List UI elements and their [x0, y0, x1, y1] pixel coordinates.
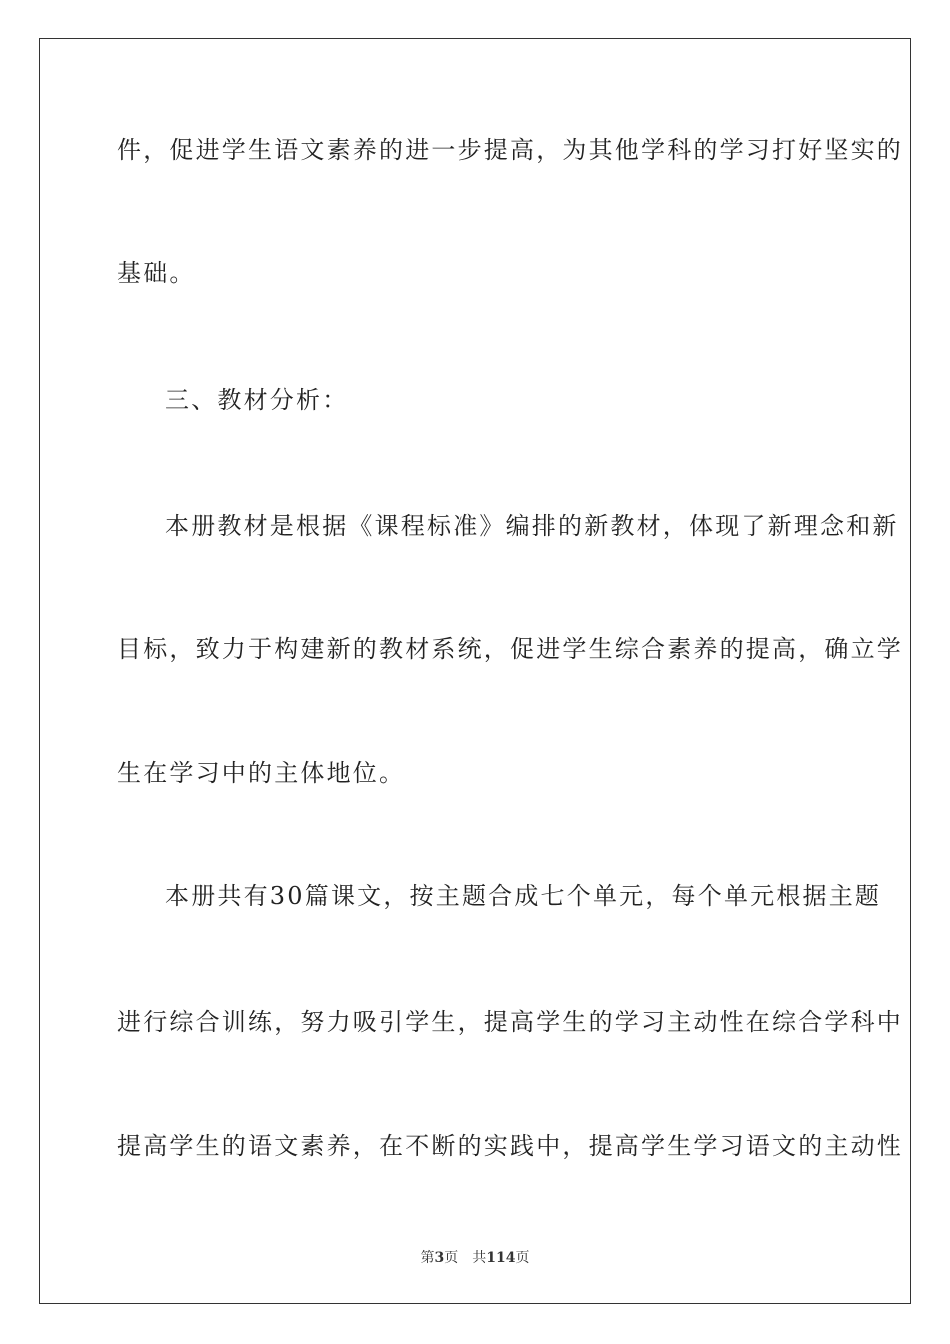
total-page-count: 114: [486, 1250, 516, 1266]
footer-prefix: 第: [420, 1250, 435, 1266]
paragraph-line-5: 生在学习中的主体地位。: [117, 759, 406, 787]
section-heading: 三、教材分析：: [165, 386, 349, 414]
current-page-number: 3: [434, 1250, 445, 1266]
paragraph-line-8: 提高学生的语文素养，在不断的实践中，提高学生学习语文的主动性: [117, 1132, 903, 1160]
paragraph-line-6: 本册共有30篇课文，按主题合成七个单元，每个单元根据主题: [165, 882, 882, 910]
footer-middle: 页 共: [444, 1250, 487, 1266]
paragraph-line-1: 件，促进学生语文素养的进一步提高，为其他学科的学习打好坚实的: [117, 136, 903, 164]
page-border: [39, 38, 911, 1304]
paragraph-line-7: 进行综合训练，努力吸引学生，提高学生的学习主动性在综合学科中: [117, 1008, 903, 1036]
paragraph-line-4: 目标，致力于构建新的教材系统，促进学生综合素养的提高，确立学: [117, 635, 903, 663]
footer-suffix: 页: [515, 1250, 530, 1266]
page-footer: [0, 1247, 950, 1267]
paragraph-line-3: 本册教材是根据《课程标准》编排的新教材，体现了新理念和新: [165, 512, 899, 540]
paragraph-line-2: 基础。: [117, 259, 196, 287]
